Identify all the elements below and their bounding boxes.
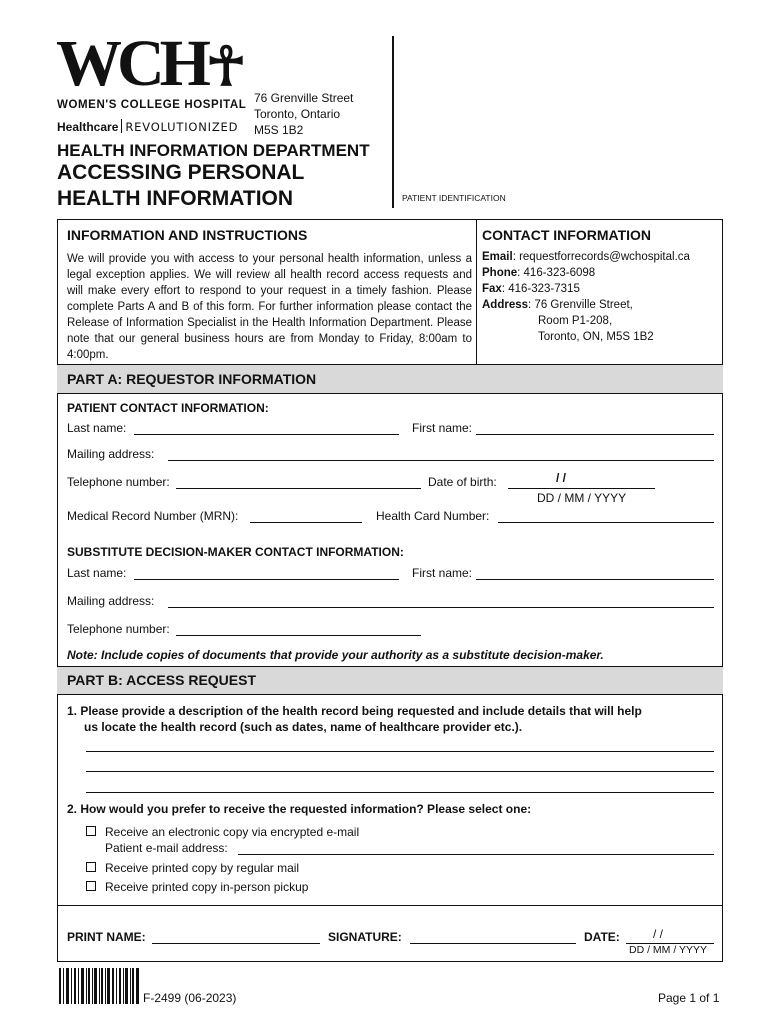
question-1-cont: us locate the health record (such as dates, name of healthcare provider etc.).: [84, 720, 523, 734]
sdm-mailing-field[interactable]: [168, 607, 714, 608]
electronic-copy-checkbox[interactable]: [86, 826, 96, 836]
question-2: 2. How would you prefer to receive the requested information? Please select one:: [67, 802, 532, 816]
first-name-label: First name:: [412, 421, 473, 435]
form-title: [57, 160, 304, 212]
sdm-note: Note: Include copies of documents that provide your authority as a substitute decision-maker.: [67, 648, 604, 662]
logo-wordmark: WCH: [56, 27, 206, 100]
contact-phone: [482, 267, 595, 279]
mailing-address-field[interactable]: [168, 460, 714, 461]
pickup-checkbox[interactable]: [86, 881, 96, 891]
print-name-field[interactable]: [152, 943, 320, 944]
first-name-field[interactable]: [476, 434, 714, 435]
part-a-heading: PART A: REQUESTOR INFORMATION: [57, 365, 723, 393]
mrn-label: Medical Record Number (MRN):: [67, 509, 239, 523]
address-value: : 76 Grenville Street,: [528, 299, 633, 311]
hospital-logo: [56, 27, 247, 100]
department-title: HEALTH INFORMATION DEPARTMENT: [57, 141, 370, 160]
electronic-copy-label: Receive an electronic copy via encrypted e-mail: [105, 825, 360, 839]
address-line: 76 Grenville Street: [254, 91, 354, 105]
email-label: Email: [482, 251, 513, 263]
description-line[interactable]: [86, 771, 714, 772]
logo-tag-left: Healthcare: [57, 120, 119, 134]
page-number: Page 1 of 1: [658, 991, 720, 1005]
logo-hospital-name: WOMEN'S COLLEGE HOSPITAL: [57, 99, 247, 111]
info-text: We will provide you with access to your personal health information, unless a legal exception applies. We will review all health record access requests and will make every effort to respond to your request in a timely fashion. Please complete Parts A and B of this form. For further information please contact the Release of Information Specialist in the Health Information Department. Please note that our general business hours are from Monday to Friday, 8:00am to 4:00pm.: [67, 253, 472, 361]
form-title-line: HEALTH INFORMATION: [57, 187, 294, 210]
sdm-mailing-label: Mailing address:: [67, 594, 155, 608]
part-b-heading: PART B: ACCESS REQUEST: [57, 667, 723, 694]
patient-email-field[interactable]: [238, 854, 714, 855]
last-name-label: Last name:: [67, 421, 127, 435]
signature-field[interactable]: [410, 943, 576, 944]
logo-tagline: [57, 119, 238, 134]
date-slashes: / /: [653, 927, 664, 941]
ankh-glyph: ☥: [206, 37, 247, 97]
divider: [57, 393, 723, 394]
barcode: [59, 968, 139, 1004]
sdm-telephone-field[interactable]: [176, 635, 421, 636]
address-line: Toronto, Ontario: [254, 107, 341, 121]
phone-value: : 416-323-6098: [517, 267, 596, 279]
contact-address: [482, 299, 633, 311]
dob-label: Date of birth:: [428, 475, 497, 489]
description-line[interactable]: [86, 751, 714, 752]
dob-format: DD / MM / YYYY: [537, 491, 627, 505]
health-card-label: Health Card Number:: [376, 509, 490, 523]
signature-label: SIGNATURE:: [328, 930, 402, 944]
phone-label: Phone: [482, 267, 518, 279]
patient-contact-heading: PATIENT CONTACT INFORMATION:: [67, 401, 269, 415]
contact-heading: CONTACT INFORMATION: [482, 227, 652, 243]
dob-field[interactable]: [508, 488, 655, 489]
mrn-field[interactable]: [250, 522, 362, 523]
logo-tag-right: REVOLUTIONIZED: [125, 120, 239, 134]
mailing-address-label: Mailing address:: [67, 447, 155, 461]
address-label: Address: [482, 299, 529, 311]
divider: [57, 905, 723, 906]
sdm-first-name-label: First name:: [412, 566, 473, 580]
fax-value: : 416-323-7315: [501, 283, 580, 295]
telephone-label: Telephone number:: [67, 475, 170, 489]
fax-label: Fax: [482, 283, 502, 295]
sdm-heading: SUBSTITUTE DECISION-MAKER CONTACT INFORMATION:: [67, 545, 404, 559]
question-1: 1. Please provide a description of the health record being requested and include details that will help: [67, 704, 642, 718]
contact-email: [482, 251, 690, 263]
description-line[interactable]: [86, 792, 714, 793]
sdm-last-name-field[interactable]: [134, 579, 399, 580]
hospital-address: [254, 90, 353, 138]
contact-address-line2: Room P1-208,: [538, 315, 613, 327]
email-value: : requestforrecords@wchospital.ca: [512, 251, 690, 263]
last-name-field[interactable]: [134, 434, 399, 435]
address-line: M5S 1B2: [254, 123, 304, 137]
date-label: DATE:: [584, 930, 620, 944]
print-name-label: PRINT NAME:: [67, 930, 146, 944]
form-title-line: ACCESSING PERSONAL: [57, 161, 305, 184]
contact-fax: [482, 283, 580, 295]
form-number: F-2499 (06-2023): [143, 991, 237, 1005]
pickup-label: Receive printed copy in-person pickup: [105, 880, 309, 894]
logo-divider: [121, 119, 122, 133]
patient-identification-label: PATIENT IDENTIFICATION: [402, 193, 506, 203]
header-divider: [392, 36, 394, 208]
sdm-last-name-label: Last name:: [67, 566, 127, 580]
sdm-telephone-label: Telephone number:: [67, 622, 170, 636]
info-heading: INFORMATION AND INSTRUCTIONS: [67, 227, 308, 243]
patient-email-label: Patient e-mail address:: [105, 841, 228, 855]
regular-mail-checkbox[interactable]: [86, 862, 96, 872]
health-card-field[interactable]: [498, 522, 714, 523]
sdm-first-name-field[interactable]: [476, 579, 714, 580]
contact-address-line3: Toronto, ON, M5S 1B2: [538, 331, 654, 343]
date-format: DD / MM / YYYY: [629, 944, 707, 956]
divider: [57, 694, 723, 695]
dob-slashes: / /: [556, 471, 567, 485]
telephone-field[interactable]: [176, 488, 421, 489]
barcode-graphic: [59, 968, 139, 1004]
info-divider: [476, 219, 477, 364]
regular-mail-label: Receive printed copy by regular mail: [105, 861, 300, 875]
